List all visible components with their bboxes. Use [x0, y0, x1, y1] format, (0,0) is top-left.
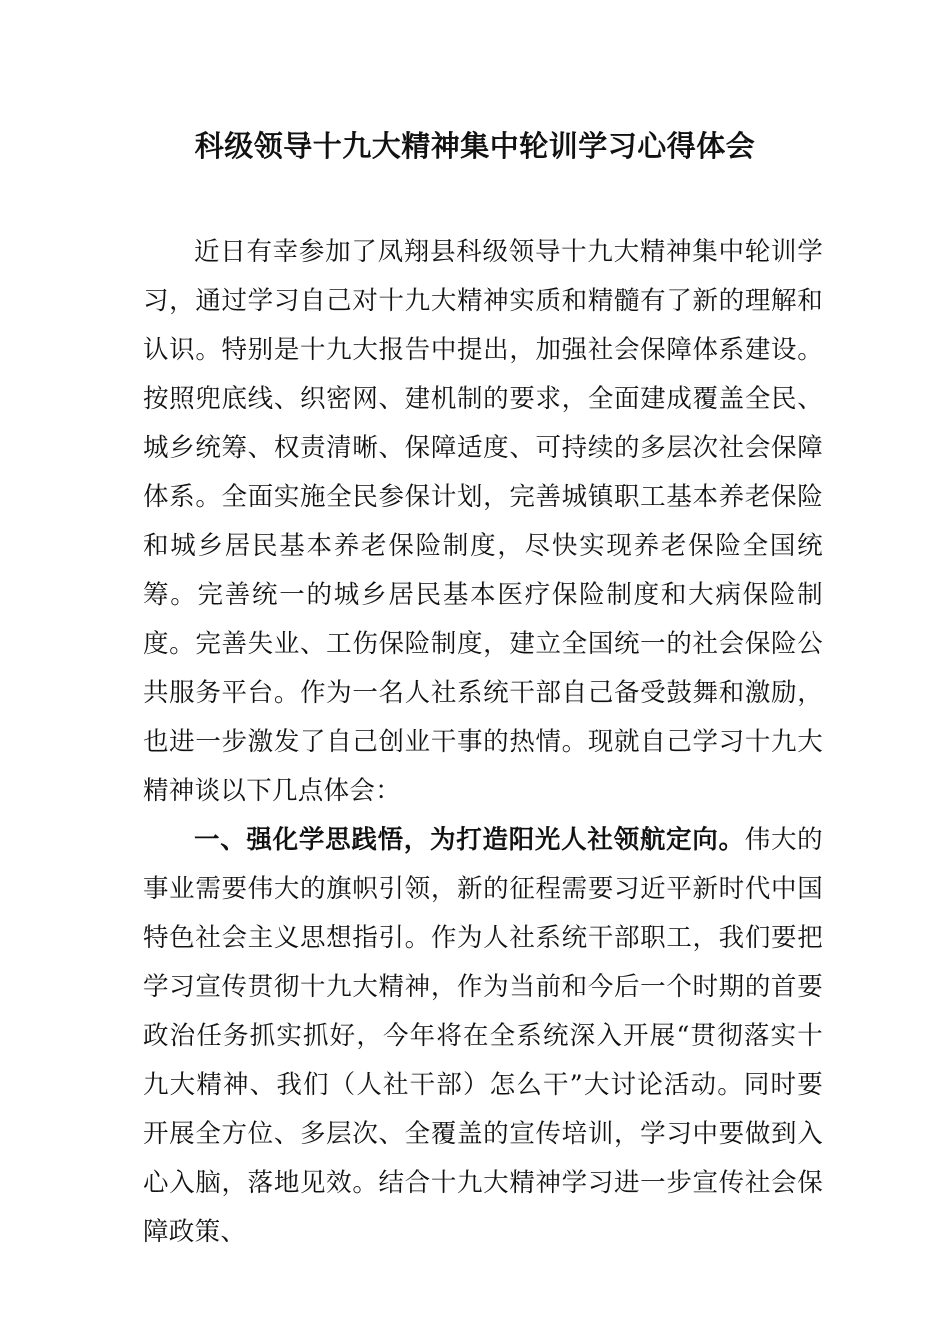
document-body — [143, 228, 823, 1257]
paragraph-intro — [143, 228, 823, 816]
paragraph-section-one — [143, 816, 823, 1257]
section-one-text: 伟大的事业需要伟大的旗帜引领，新的征程需要习近平新时代中国特色社会主义思想指引。作为人社系统干部职工，我们要把学习宣传贯彻十九大精神，作为当前和今后一个时期的首要政治任务抓实抓好，今年将在全系统深入开展“贯彻落实十九大精神、我们（人社干部）怎么干”大讨论活动。同时要开展全方位、多层次、全覆盖的宣传培训，学习中要做到入心入脑，落地见效。结合十九大精神学习进一步宣传社会保障政策、 — [143, 825, 823, 1247]
document-title: 科级领导十九大精神集中轮训学习心得体会 — [194, 129, 756, 163]
paragraph-intro-text: 近日有幸参加了凤翔县科级领导十九大精神集中轮训学习，通过学习自己对十九大精神实质和精髓有了新的理解和认识。特别是十九大报告中提出，加强社会保障体系建设。按照兜底线、织密网、建机制的要求，全面建成覆盖全民、城乡统筹、权责清晰、保障适度、可持续的多层次社会保障体系。全面实施全民参保计划，完善城镇职工基本养老保险和城乡居民基本养老保险制度，尽快实现养老保险全国统筹。完善统一的城乡居民基本医疗保险制度和大病保险制度。完善失业、工伤保险制度，建立全国统一的社会保险公共服务平台。作为一名人社系统干部自己备受鼓舞和激励，也进一步激发了自己创业干事的热情。现就自己学习十九大精神谈以下几点体会： — [143, 237, 823, 806]
section-one-heading: 一、强化学思践悟，为打造阳光人社领航定向。 — [194, 825, 745, 855]
